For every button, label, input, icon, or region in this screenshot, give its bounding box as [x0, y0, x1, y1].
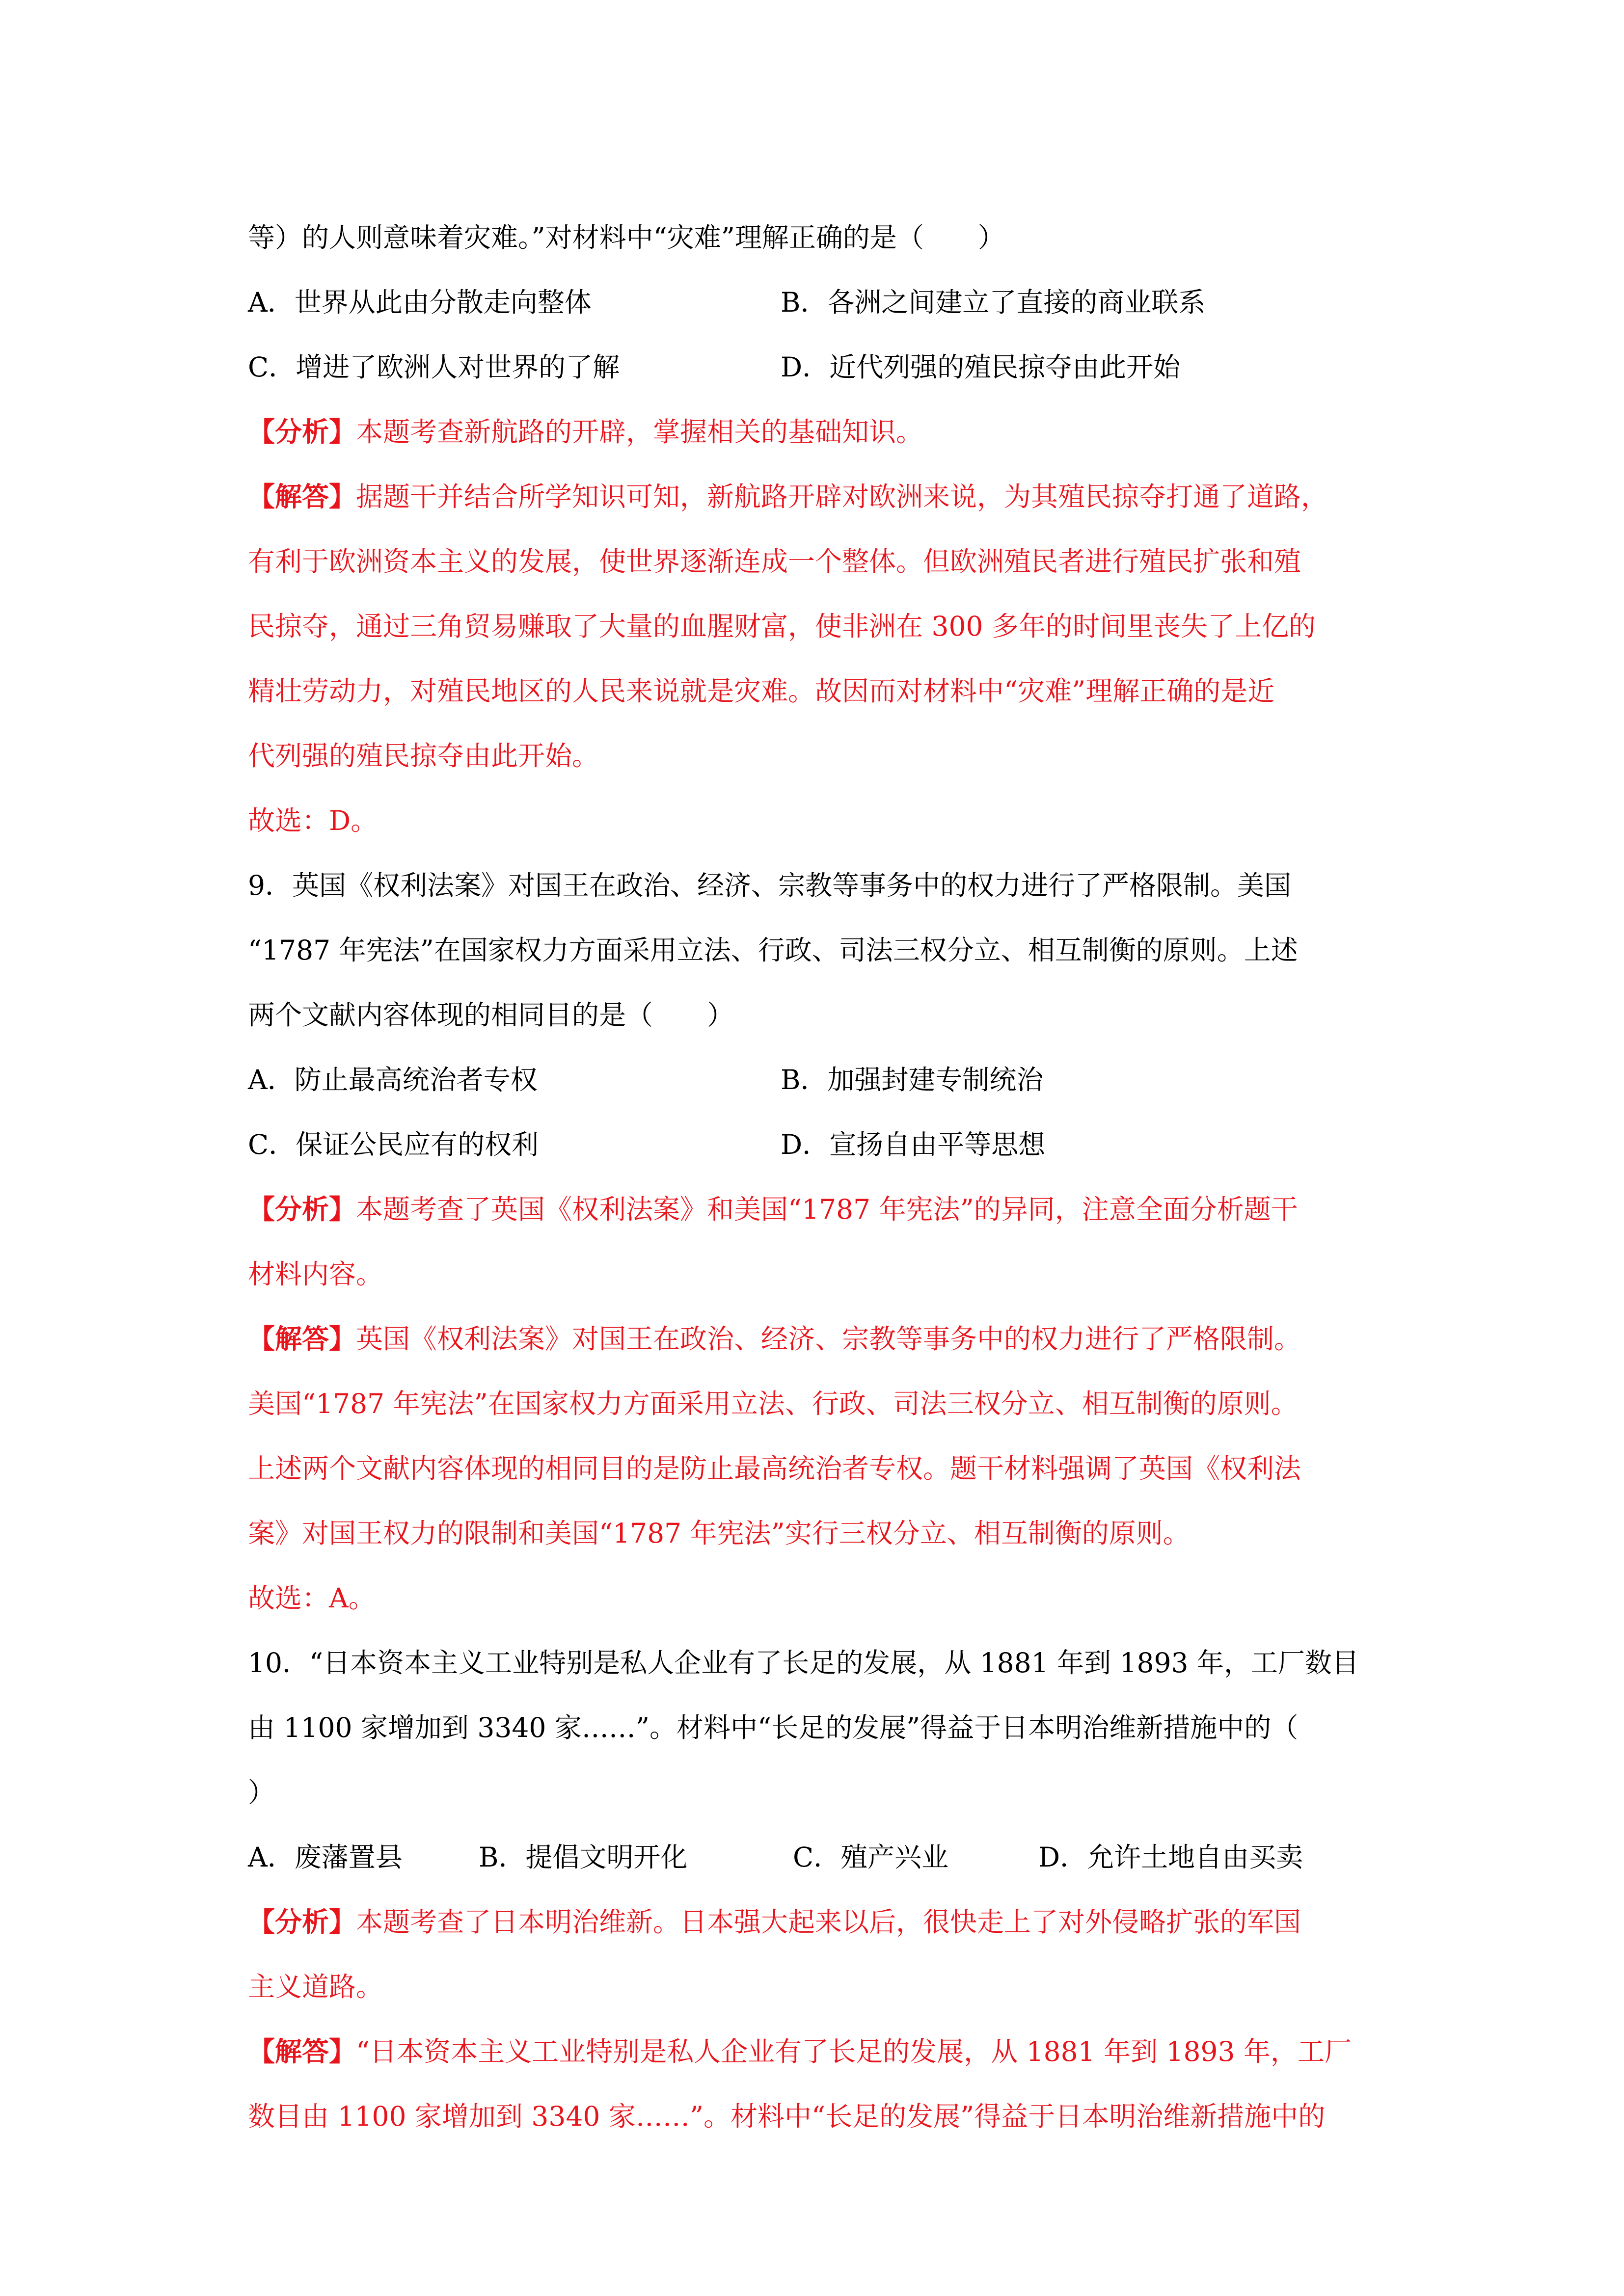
q10-analysis-line-2: 主义道路。	[248, 1971, 383, 2002]
q9-stem-line-2: “1787 年宪法”在国家权力方面采用立法、行政、司法三权分立、相互制衡的原则。上述	[248, 934, 1298, 966]
q9-answer: 故选：A。	[248, 1582, 376, 1614]
q9-option-c: C．保证公民应有的权利	[248, 1129, 539, 1160]
q9-solution-line-3: 上述两个文献内容体现的相同目的是防止最高统治者专权。题干材料强调了英国《权利法	[248, 1453, 1301, 1484]
q8-answer: 故选：D。	[248, 805, 378, 836]
q10-stem-line-3: ）	[248, 1777, 275, 1808]
q10-option-c: C．殖产兴业	[793, 1842, 949, 1873]
q8-options-row-2	[248, 335, 1377, 400]
q9-options-row-2	[248, 1112, 1377, 1177]
q10-options-row	[248, 1825, 1377, 1890]
q10-solution-line-2: 数目由 1100 家增加到 3340 家……”。材料中“长足的发展”得益于日本明治维新措施中的	[248, 2101, 1326, 2132]
q9-option-b: B．加强封建专制统治	[781, 1064, 1044, 1095]
q10-solution-text-1: “日本资本主义工业特别是私人企业有了长足的发展，从 1881 年到 1893 年，工厂	[356, 2036, 1352, 2067]
q8-option-b: B．各洲之间建立了直接的商业联系	[781, 287, 1206, 318]
q10-analysis-line-1	[248, 1890, 1377, 1954]
q8-option-c: C．增进了欧洲人对世界的了解	[248, 351, 620, 383]
analysis-tag: 【分析】	[248, 1193, 356, 1225]
q9-option-a: A．防止最高统治者专权	[248, 1064, 538, 1095]
q10-option-b: B．提倡文明开化	[479, 1842, 688, 1873]
q9-analysis-line-2: 材料内容。	[248, 1258, 383, 1290]
q8-option-a: A．世界从此由分散走向整体	[248, 287, 592, 318]
q8-solution-text-1: 据题干并结合所学知识可知，新航路开辟对欧洲来说，为其殖民掠夺打通了道路，	[356, 481, 1328, 512]
q10-option-a: A．废藩置县	[248, 1842, 403, 1873]
q9-solution-line-1	[248, 1307, 1377, 1371]
q8-solution-line-2: 有利于欧洲资本主义的发展，使世界逐渐连成一个整体。但欧洲殖民者进行殖民扩张和殖	[248, 546, 1301, 577]
q8-option-d: D．近代列强的殖民掠夺由此开始	[781, 351, 1181, 383]
q8-analysis	[248, 400, 1377, 464]
solution-tag: 【解答】	[248, 481, 356, 512]
q9-option-d: D．宣扬自由平等思想	[781, 1129, 1046, 1160]
q9-stem-line-3: 两个文献内容体现的相同目的是（ ）	[248, 999, 734, 1031]
q10-analysis-text-1: 本题考查了日本明治维新。日本强大起来以后，很快走上了对外侵略扩张的军国	[356, 1906, 1301, 1938]
q10-option-d: D．允许土地自由买卖	[1038, 1842, 1303, 1873]
q9-solution-text-1: 英国《权利法案》对国王在政治、经济、宗教等事务中的权力进行了严格限制。	[356, 1323, 1301, 1355]
q8-solution-line-4: 精壮劳动力，对殖民地区的人民来说就是灾难。故因而对材料中“灾难”理解正确的是近	[248, 675, 1275, 707]
q9-analysis-text-1: 本题考查了英国《权利法案》和美国“1787 年宪法”的异同，注意全面分析题干	[356, 1194, 1298, 1225]
q8-options-row-1	[248, 270, 1377, 335]
q8-solution-line-1	[248, 464, 1377, 529]
q9-options-row-1	[248, 1047, 1377, 1112]
analysis-tag: 【分析】	[248, 416, 356, 448]
q9-stem-line-1: 9．英国《权利法案》对国王在政治、经济、宗教等事务中的权力进行了严格限制。美国	[248, 870, 1291, 901]
q10-solution-line-1	[248, 2019, 1377, 2084]
q10-stem-line-1: 10．“日本资本主义工业特别是私人企业有了长足的发展，从 1881 年到 1893 年，工厂数目	[248, 1647, 1359, 1679]
q8-analysis-text: 本题考查新航路的开辟，掌握相关的基础知识。	[356, 416, 923, 448]
q9-solution-line-4: 案》对国王权力的限制和美国“1787 年宪法”实行三权分立、相互制衡的原则。	[248, 1518, 1190, 1549]
q8-solution-line-5: 代列强的殖民掠夺由此开始。	[248, 740, 599, 772]
q9-solution-line-2: 美国“1787 年宪法”在国家权力方面采用立法、行政、司法三权分立、相互制衡的原则。	[248, 1388, 1298, 1419]
solution-tag: 【解答】	[248, 1323, 356, 1355]
page-content	[248, 205, 1377, 2149]
solution-tag: 【解答】	[248, 2035, 356, 2067]
q8-solution-line-3: 民掠夺，通过三角贸易赚取了大量的血腥财富，使非洲在 300 多年的时间里丧失了上亿的	[248, 611, 1316, 642]
q10-stem-line-2: 由 1100 家增加到 3340 家……”。材料中“长足的发展”得益于日本明治维新措施中的（	[248, 1712, 1299, 1743]
q9-analysis-line-1	[248, 1177, 1377, 1242]
q8-stem-tail: 等）的人则意味着灾难。”对材料中“灾难”理解正确的是（ ）	[248, 222, 1005, 253]
analysis-tag: 【分析】	[248, 1906, 356, 1938]
